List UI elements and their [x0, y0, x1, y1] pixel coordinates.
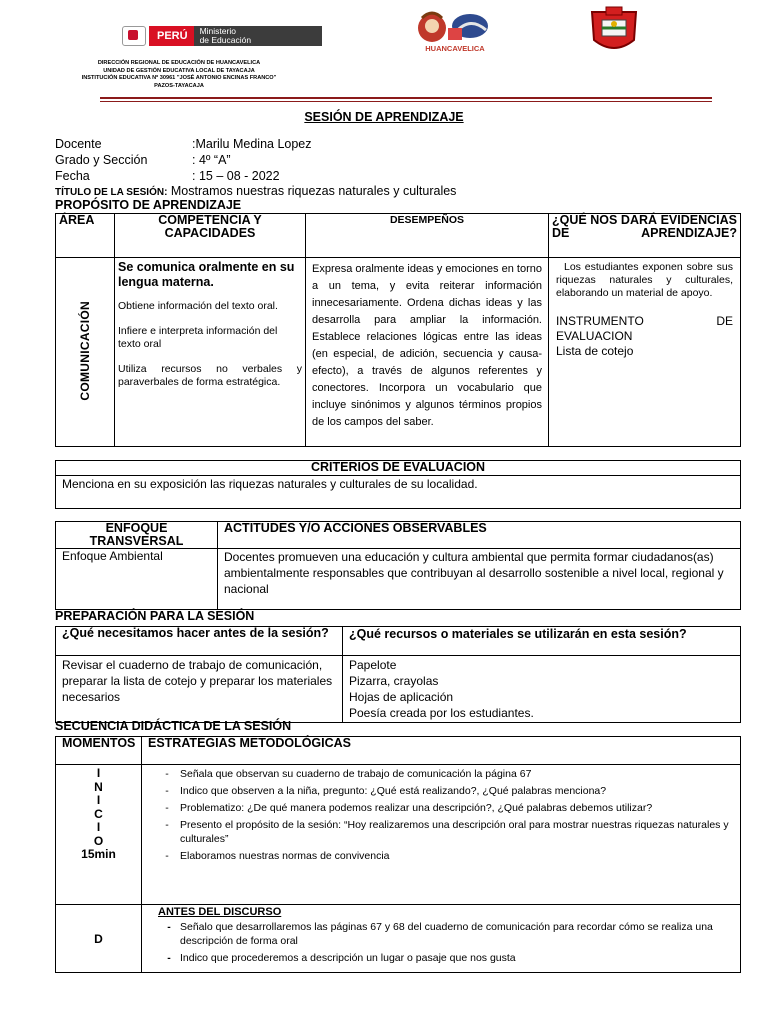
antes-label: ANTES DEL DISCURSO [158, 906, 282, 918]
material-item: Hojas de aplicación [349, 690, 454, 704]
estrategias-header: ESTRATEGIAS METODOLÓGICAS [142, 737, 741, 765]
competencia-cell [115, 258, 306, 447]
desarrollo-strategies [142, 905, 741, 973]
proposito-table [55, 213, 741, 447]
huancavelica-logo-icon [410, 8, 500, 56]
preparacion-table [55, 626, 741, 723]
enfoque-table [55, 521, 741, 610]
proposito-heading: PROPÓSITO DE APRENDIZAJE [55, 198, 242, 212]
docente-value: :Marilu Medina Lopez [192, 137, 312, 151]
peru-shield-icon [122, 26, 146, 46]
list-item: - Indico que observen a la niña, pregunto: ¿Qué está realizando?, ¿Qué palabras menciona? [165, 785, 607, 797]
instrumento-value: Lista de cotejo [556, 344, 634, 358]
session-info [55, 136, 312, 184]
list-item: - Señala que observan su cuaderno de trabajo de comunicación la página 67 [165, 768, 532, 780]
capacidad-item: Obtiene información del texto oral. [118, 300, 278, 312]
material-item: Papelote [349, 658, 397, 672]
school-crest-icon [584, 6, 644, 56]
desempeno-text: Expresa oralmente ideas y emociones en torno a un tema, y evita reiterar información innecesariamente. Ordena dichas ideas y las desarrolla para ampliar la información. Establece relaciones lógicas entre las ideas (en especial, de adición, secuencia y causa-efecto), a través de algunos referentes y conectores. Incorpora un vocabulario que incluye sinónimos y algunos términos propios de los campos del saber. [312, 263, 542, 428]
fecha-label: Fecha [55, 169, 90, 183]
inicio-cell: I N I C I O 15min [56, 765, 142, 905]
desempenos-header: DESEMPEÑOS [306, 214, 549, 258]
evidencias-header: ¿QUÉ NOS DARÁ EVIDENCIAS DE APRENDIZAJE? [549, 214, 741, 258]
enfoque-header: ENFOQUE TRANSVERSAL [56, 522, 218, 549]
criterios-table [55, 460, 741, 509]
list-item: - Indico que procederemos a descripción un lugar o pasaje que nos gusta [167, 952, 516, 964]
desempeno-cell [306, 258, 549, 447]
secuencia-heading: SECUENCIA DIDÁCTICA DE LA SESIÓN [55, 719, 292, 733]
session-title-value: Mostramos nuestras riquezas naturales y culturales [167, 184, 457, 198]
desarrollo-letter: D [94, 931, 103, 946]
enfoque-name: Enfoque Ambiental [56, 549, 218, 610]
instrumento-label: INSTRUMENTO DE EVALUACION [556, 314, 733, 343]
list-item: - Problematizo: ¿De qué manera podemos realizar una descripción?, ¿Qué palabras debemos utilizar? [165, 802, 653, 814]
desarrollo-cell [56, 905, 142, 973]
peru-label: PERÚ [149, 26, 194, 46]
criterios-text: Menciona en su exposición las riquezas naturales y culturales de su localidad. [56, 476, 741, 509]
session-title-label: TÍTULO DE LA SESIÓN: [55, 187, 168, 198]
area-comunicacion: COMUNICACIÓN [78, 300, 92, 401]
area-cell [56, 258, 115, 447]
document-title: SESIÓN DE APRENDIZAJE [304, 110, 464, 124]
preparacion-q2: ¿Qué recursos o materiales se utilizarán en esta sesión? [343, 627, 741, 656]
capacidad-item: Infiere e interpreta información del texto oral [118, 325, 278, 350]
preparacion-q1: ¿Qué necesitamos hacer antes de la sesión? [56, 627, 343, 656]
huancavelica-logo-text: HUANCAVELICA [425, 44, 485, 53]
list-item: - Señalo que desarrollaremos las páginas 67 y 68 del cuaderno de comunicación para recordar cómo se realiza una descripción de forma oral [167, 921, 713, 947]
area-header: ÁREA [56, 214, 115, 258]
materiales-cell [343, 656, 741, 723]
peru-ministerio-logo [122, 26, 322, 46]
evidencia-cell [549, 258, 741, 447]
competencia-header: COMPETENCIA Y CAPACIDADES [115, 214, 306, 258]
preparacion-heading: PREPARACIÓN PARA LA SESIÓN [55, 609, 255, 623]
list-item: - Elaboramos nuestras normas de convivencia [165, 850, 390, 862]
header-rule-thin [100, 101, 712, 102]
material-item: Poesía creada por los estudiantes. [349, 706, 534, 720]
list-item: - Presento el propósito de la sesión: “Hoy realizaremos una descripción oral para mostrar nuestras riquezas naturales y culturales” [165, 819, 729, 845]
momentos-header: MOMENTOS [56, 737, 142, 765]
grado-label: Grado y Sección [55, 153, 148, 167]
session-title [55, 184, 456, 198]
inicio-time: 15min [81, 847, 116, 861]
docente-label: Docente [55, 137, 102, 151]
inicio-strategies [142, 765, 741, 905]
grado-value: : 4º “A” [192, 153, 231, 167]
capacidad-item: Utiliza recursos no verbales y paraverbales de forma estratégica. [118, 363, 302, 388]
ministerio-label: Ministerio de Educación [194, 26, 322, 46]
institution-lines: DIRECCIÓN REGIONAL DE EDUCACIÓN DE HUANCAVELICA UNIDAD DE GESTIÓN EDUCATIVA LOCAL DE TAYACAJA INSTITUCIÓN EDUCATIVA Nº 30961 "JOSÉ ANTONIO ENCINAS FRANCO" PAZOS-TAYACAJA [81, 60, 277, 89]
fecha-value: : 15 – 08 - 2022 [192, 169, 280, 183]
actitudes-header: ACTITUDES Y/O ACCIONES OBSERVABLES [218, 522, 741, 549]
enfoque-text: Docentes promueven una educación y cultura ambiental que permita formar ciudadanos(as) ambientalmente responsables que contribuyan al desarrollo sostenible a nivel local, regional y nacional [218, 549, 741, 610]
evidencia-text: Los estudiantes exponen sobre sus riquezas naturales y culturales, elaborando un material de apoyo. [556, 261, 733, 299]
criterios-heading: CRITERIOS DE EVALUACION [56, 461, 741, 476]
header-rule [100, 97, 712, 99]
competencia-title: Se comunica oralmente en su lengua materna. [118, 260, 295, 289]
preparacion-a1: Revisar el cuaderno de trabajo de comunicación, preparar la lista de cotejo y preparar los materiales necesarios [56, 656, 343, 723]
secuencia-table [55, 736, 741, 973]
material-item: Pizarra, crayolas [349, 674, 439, 688]
